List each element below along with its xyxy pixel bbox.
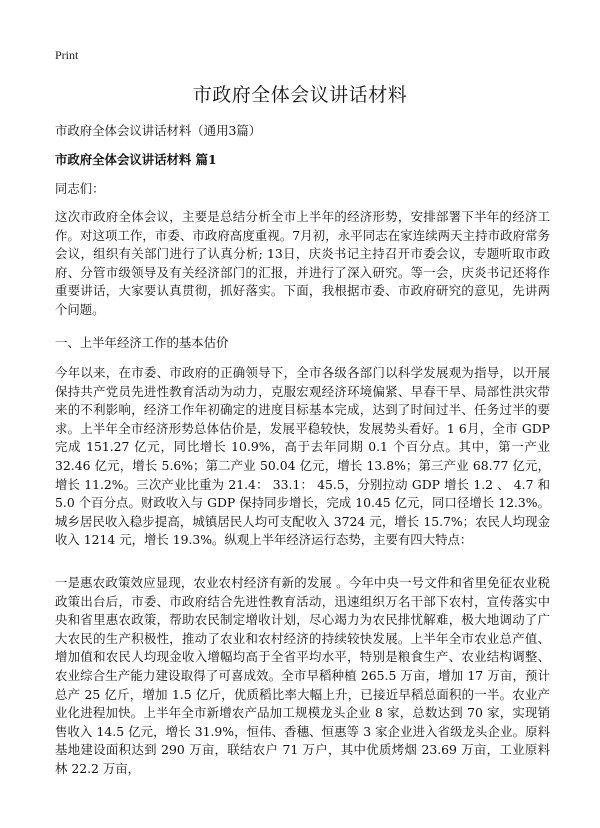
section-heading-1: 一、上半年经济工作的基本估价 bbox=[55, 335, 229, 350]
paragraph-agriculture: 一是惠农政策效应显现，农业农村经济有新的发展 。今年中央一号文件和省里免征农业税政策出台后，市委、市政府结合先进性教育活动，迅速组织万名干部下农村，宣传落实中央和省里惠农政策，帮助农民制定增收计划，尽心竭力为农民排忧解难，极大地调动了广大农民的生产积极性，推动了农业和农村经济的持续较快发展。上半年全市农业总产值、增加值和农民人均现金收入增幅均高于全省平均水平，特别是粮食生产、农业结构调整、农业综合生产能力建设取得了可喜成效。全市早稻种植 265.5 万亩，增加 17 万亩，预计总产 25 亿斤，增加 1.5 亿斤，优质稻比率大幅上升，已接近早稻总面积的一半。农业产业化进程加快。上半年全市新增农产品加工规模龙头企业 8 家，总数达到 70 家，实现销售收入 14.5 亿元，增长 31.9%，恒伟、香穗、恒惠等 3 家企业进入省级龙头企业。原料基地建设面积达到 290 万亩，联结农户 71 万户，其中优质烤烟 23.69 万亩，工业原料林 22.2 万亩， bbox=[55, 575, 550, 776]
page-title: 市政府全体会议讲话材料 bbox=[192, 84, 408, 106]
document-subtitle: 市政府全体会议讲话材料（通用3篇） bbox=[55, 123, 262, 138]
print-link[interactable]: Print bbox=[55, 48, 79, 62]
greeting: 同志们： bbox=[55, 181, 105, 196]
section-heading-article-1: 市政府全体会议讲话材料 篇1 bbox=[55, 152, 217, 167]
paragraph-economy: 今年以来，在市委、市政府的正确领导下，全市各级各部门以科学发展观为指导，以开展保持共产党员先进性教育活动为动力，克服宏观经济环境偏紧、早春干旱、局部性洪灾带来的不利影响，经济工作年初确定的进度目标基本完成，达到了时间过半、任务过半的要求。上半年全市经济形势总体估价是，发展平稳较快，发展势头看好。1 6月，全市 GDP 完成 151.27 亿元，同比增长 10.9%，高于去年同期 0.1 个百分点。其中，第一产业 32.46 亿元，增长 5.6%；第二产业 50.04 亿元，增长 13.8%；第三产业 68.77 亿元，增长 11.2%。三次产业比重为 21.4： 33.1： 45.5，分别拉动 GDP 增长 1.2 、 4.7 和 5.0 个百分点。财政收入与 GDP 保持同步增长，完成 10.45 亿元，同口径增长 12.3%。城乡居民收入稳步提高，城镇居民人均可支配收入 3724 元，增长 15.7%；农民人均现金收入 1214 元，增长 19.3%。纵观上半年经济运行态势，主要有四大特点： bbox=[55, 365, 550, 548]
paragraph-intro: 这次市政府全体会议，主要是总结分析全市上半年的经济形势，安排部署下半年的经济工作。对这项工作，市委、市政府高度重视。7月初，永平同志在家连续两天主持市政府常务会议，组织有关部门进行了认真分析; 13日，庆炎书记主持召开市委会议，专题听取市政府、分管市级领导及有关经济部门的汇报，并进行了深入研究。等一会，庆炎书记还将作重要讲话，大家要认真贯彻，抓好落实。下面，我根据市委、市政府研究的意见，先讲两个问题。 bbox=[55, 209, 550, 317]
